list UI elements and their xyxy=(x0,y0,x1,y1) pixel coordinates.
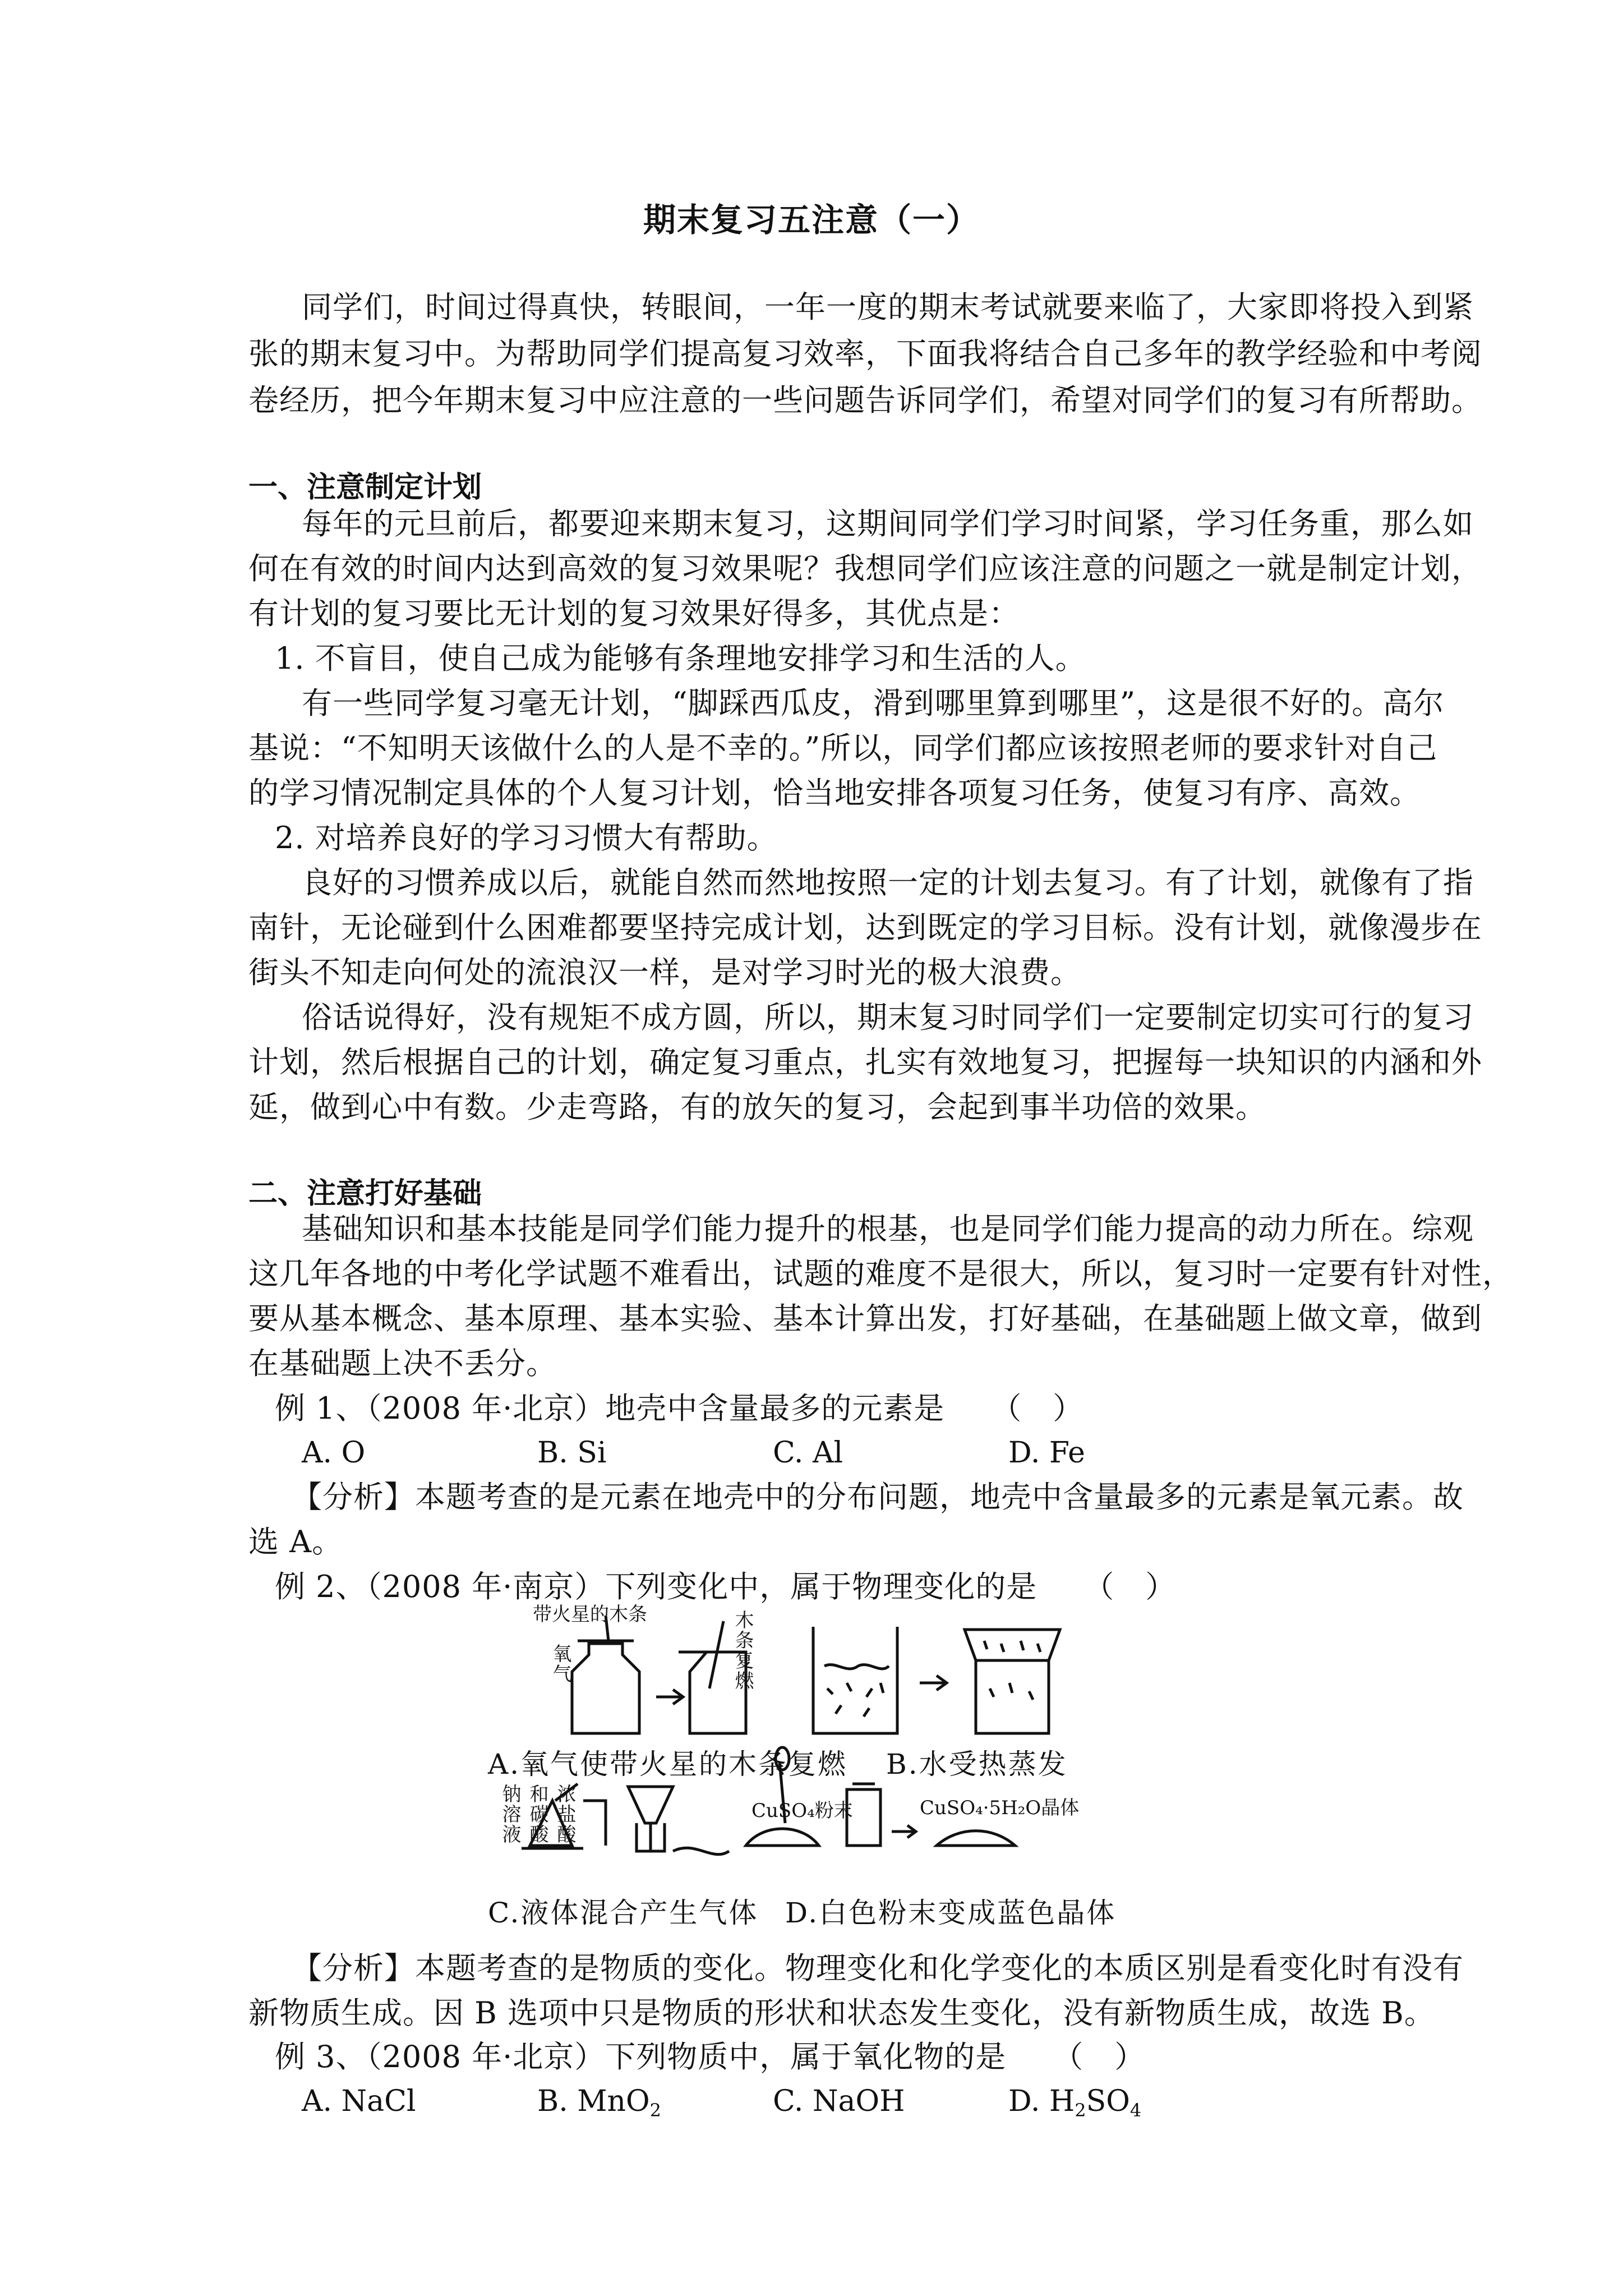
section2-p1-line-4: 在基础题上决不丢分。 xyxy=(248,1346,557,1381)
intro-line-2: 张的期末复习中。为帮助同学们提高复习效率，下面我将结合自己多年的教学经验和中考阅 xyxy=(248,336,1482,371)
tag-oxygen: 氧气 xyxy=(549,1644,571,1684)
tag-relight: 木条复燃 xyxy=(731,1610,754,1691)
section1-p1-line-3: 有计划的复习要比无计划的复习效果好得多，其优点是： xyxy=(248,596,1020,631)
figure-label-a: A.氧气使带火星的木条复燃 xyxy=(488,1748,848,1780)
example3-option-a: A. NaCl xyxy=(302,2085,416,2118)
section1-p4-line-1: 俗话说得好，没有规矩不成方圆，所以，期末复习时同学们一定要制定切实可行的复习 xyxy=(302,1000,1474,1035)
section1-p1-line-1: 每年的元旦前后，都要迎来期末复习，这期间同学们学习时间紧，学习任务重，那么如 xyxy=(302,506,1474,541)
example2-question: 例 2、（2008 年·南京）下列变化中，属于物理变化的是 （ ） xyxy=(275,1569,1177,1604)
section1-p4-line-2: 计划，然后根据自己的计划，确定复习重点，扎实有效地复习，把握每一块知识的内涵和外 xyxy=(248,1045,1482,1080)
section1-p2-line-2: 基说：“不知明天该做什么的人是不幸的。”所以，同学们都应该按照老师的要求针对自己 xyxy=(248,730,1438,766)
section1-p2-line-3: 的学习情况制定具体的个人复习计划，恰当地安排各项复习任务，使复习有序、高效。 xyxy=(248,775,1421,811)
intro-line-1: 同学们，时间过得真快，转眼间，一年一度的期末考试就要来临了，大家即将投入到紧 xyxy=(302,289,1474,325)
section1-item-1: 1. 不盲目，使自己成为能够有条理地安排学习和生活的人。 xyxy=(275,641,1086,676)
section1-p3-line-2: 南针，无论碰到什么困难都要坚持完成计划，达到既定的学习目标。没有计划，就像漫步在 xyxy=(248,910,1482,945)
cover-icon xyxy=(965,1630,1060,1660)
oxygen-bottle-icon xyxy=(572,1644,639,1733)
section1-p4-line-3: 延，做到心中有数。少走弯路，有的放矢的复习，会起到事半功倍的效果。 xyxy=(248,1089,1266,1125)
section2-heading: 二、注意打好基础 xyxy=(248,1177,482,1211)
arrow-icon xyxy=(656,1690,683,1704)
section1-p3-line-1: 良好的习惯养成以后，就能自然而然地按照一定的计划去复习。有了计划，就像有了指 xyxy=(302,865,1474,900)
example3-option-d: D. $H_2SO_4$ xyxy=(1008,2085,1142,2121)
example1-analysis-line-2: 选 A。 xyxy=(248,1524,343,1559)
section1-item-2: 2. 对培养良好的学习习惯大有帮助。 xyxy=(275,820,778,855)
example2-analysis-line-2: 新物质生成。因 B 选项中只是物质的形状和状态发生变化，没有新物质生成，故选 B。 xyxy=(248,1995,1435,2031)
example3-question: 例 3、（2008 年·北京）下列物质中，属于氧化物的是 （ ） xyxy=(275,2039,1146,2074)
section1-p2-line-1: 有一些同学复习毫无计划，“脚踩西瓜皮，滑到哪里算到哪里”，这是很不好的。高尔 xyxy=(302,685,1445,721)
section2-p1-line-3: 要从基本概念、基本原理、基本实验、基本计算出发，打好基础，在基础题上做文章，做到 xyxy=(248,1301,1482,1336)
relit-bottle-icon xyxy=(690,1652,746,1733)
section1-p1-line-2: 何在有效的时间内达到高效的复习效果呢？我想同学们应该注意的问题之一就是制定计划， xyxy=(248,551,1482,586)
figure-label-c: C.液体混合产生气体 xyxy=(488,1897,759,1929)
tag-liquids: 浓盐酸和碳酸钠溶液 xyxy=(499,1784,576,1844)
beaker-icon xyxy=(813,1627,897,1733)
page-title: 期末复习五注意（一） xyxy=(643,201,980,239)
example1-option-b: B. Si xyxy=(537,1436,607,1470)
example3-option-b: B. MnO$_2$ xyxy=(537,2085,661,2121)
example1-question: 例 1、（2008 年·北京）地壳中含量最多的元素是 （ ） xyxy=(275,1391,1084,1426)
section2-p1-line-2: 这几年各地的中考化学试题不难看出，试题的难度不是很大，所以，复习时一定要有针对性， xyxy=(248,1256,1513,1291)
section1-heading: 一、注意制定计划 xyxy=(248,471,482,504)
intro-line-3: 卷经历，把今年期末复习中应注意的一些问题告诉同学们，希望对同学们的复习有所帮助。 xyxy=(248,383,1482,418)
example2-figure xyxy=(488,1599,1152,1935)
tag-crystal: CuSO₄·5H₂O晶体 xyxy=(920,1797,1080,1819)
powder-pile-icon xyxy=(746,1829,819,1846)
section1-p3-line-3: 街头不知走向何处的流浪汉一样，是对学习时光的极大浪费。 xyxy=(248,955,1081,990)
section2-p1-line-1: 基础知识和基本技能是同学们能力提升的根基，也是同学们能力提高的动力所在。综观 xyxy=(302,1211,1474,1246)
tag-splint: 带火星的木条 xyxy=(533,1603,647,1626)
tag-powder: CuSO₄粉末 xyxy=(751,1800,853,1822)
example1-option-c: C. Al xyxy=(773,1436,843,1470)
crystal-pile-icon xyxy=(937,1831,1015,1846)
example1-option-d: D. Fe xyxy=(1008,1436,1085,1470)
splint-icon xyxy=(606,1616,608,1641)
example1-option-a: A. O xyxy=(302,1436,366,1470)
example3-option-c: C. NaOH xyxy=(773,2085,905,2118)
figure-label-b: B.水受热蒸发 xyxy=(886,1748,1068,1780)
example2-analysis-line-1: 【分析】本题考查的是物质的变化。物理变化和化学变化的本质区别是看变化时有没有 xyxy=(292,1950,1464,1986)
example1-analysis-line-1: 【分析】本题考查的是元素在地壳中的分布问题，地壳中含量最多的元素是氧元素。故 xyxy=(292,1479,1464,1515)
funnel-icon xyxy=(628,1787,673,1823)
figure-label-d: D.白色粉末变成蓝色晶体 xyxy=(785,1897,1117,1929)
